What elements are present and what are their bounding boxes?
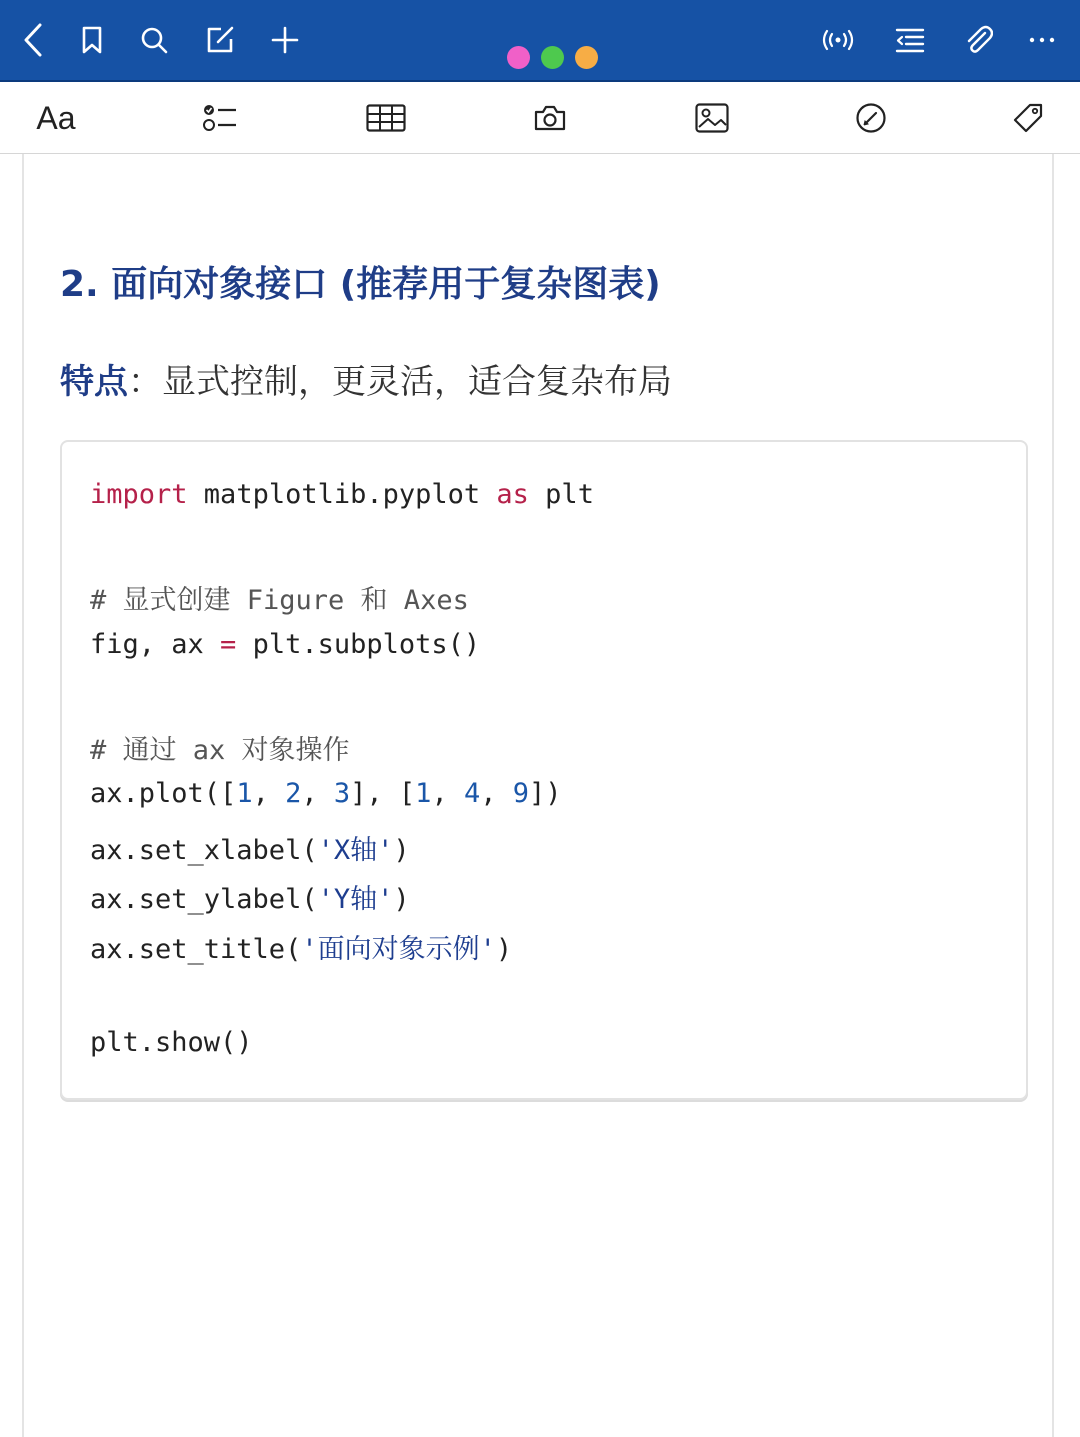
section-heading: 2. 面向对象接口 (推荐用于复杂图表) — [60, 264, 661, 305]
code-text: ) — [393, 884, 410, 915]
code-text: ) — [495, 934, 513, 965]
keyword: as — [496, 479, 529, 510]
outline-icon[interactable] — [890, 20, 930, 60]
search-icon[interactable] — [134, 20, 174, 60]
broadcast-icon[interactable] — [818, 20, 858, 60]
attachment-icon[interactable] — [958, 20, 998, 60]
code-text: , — [301, 778, 334, 809]
feature-separator: ： — [128, 362, 162, 402]
code-text: matplotlib.pyplot — [187, 479, 497, 510]
tag-icon[interactable] — [1011, 96, 1045, 140]
pink-dot — [507, 46, 530, 69]
top-navigation-bar — [0, 0, 1080, 82]
operator: = — [220, 629, 237, 660]
window-dots — [507, 46, 598, 69]
code-text: fig, ax — [90, 629, 221, 660]
table-icon[interactable] — [365, 96, 407, 140]
number: 4 — [463, 778, 481, 809]
code-text: plt — [528, 479, 594, 510]
code-text: , — [431, 778, 464, 809]
code-line-show: plt.show() — [90, 1027, 253, 1058]
checklist-icon[interactable] — [200, 96, 240, 140]
code-line-subplots — [90, 629, 480, 660]
code-text: ]) — [529, 778, 562, 809]
feature-text: 显式控制，更灵活，适合复杂布局 — [162, 362, 672, 402]
bookmark-icon[interactable] — [72, 20, 112, 60]
code-comment: # 通过 ax 对象操作 — [90, 735, 350, 766]
keyword: import — [90, 479, 188, 510]
code-line-plot — [90, 778, 562, 809]
string: 'X轴' — [317, 835, 394, 866]
orange-dot — [575, 46, 598, 69]
code-comment: # 显式创建 Figure 和 Axes — [90, 585, 469, 616]
image-icon[interactable] — [694, 96, 730, 140]
code-text: ) — [393, 835, 410, 866]
camera-icon[interactable] — [532, 96, 568, 140]
code-text: , — [480, 778, 513, 809]
code-text: ax.set_title( — [90, 934, 302, 965]
number: 3 — [333, 778, 351, 809]
edit-icon[interactable] — [200, 20, 240, 60]
feature-line — [60, 354, 672, 403]
number: 9 — [512, 778, 529, 809]
code-text: ], [ — [350, 778, 416, 809]
code-block[interactable] — [60, 440, 1028, 1100]
format-toolbar — [0, 82, 1080, 154]
code-text: ax.set_ylabel( — [90, 884, 318, 915]
back-icon[interactable] — [14, 20, 54, 60]
pen-icon[interactable] — [854, 96, 888, 140]
code-line-import — [90, 479, 594, 510]
number: 1 — [415, 778, 432, 809]
text-format-button[interactable]: Aa — [36, 99, 76, 136]
string: 'Y轴' — [317, 884, 394, 915]
code-line-title — [90, 927, 512, 966]
number: 1 — [236, 778, 253, 809]
more-icon[interactable] — [1022, 20, 1062, 60]
code-text: ax.set_xlabel( — [90, 835, 318, 866]
code-text: ax.plot([ — [90, 778, 237, 809]
code-line-xlabel — [90, 828, 410, 867]
code-text: plt.subplots() — [236, 629, 481, 660]
feature-label: 特点 — [60, 362, 128, 402]
green-dot — [541, 46, 564, 69]
string: '面向对象示例' — [301, 934, 496, 965]
code-line-ylabel — [90, 877, 410, 916]
number: 2 — [285, 778, 302, 809]
plus-icon[interactable] — [265, 20, 305, 60]
code-text: , — [252, 778, 286, 809]
